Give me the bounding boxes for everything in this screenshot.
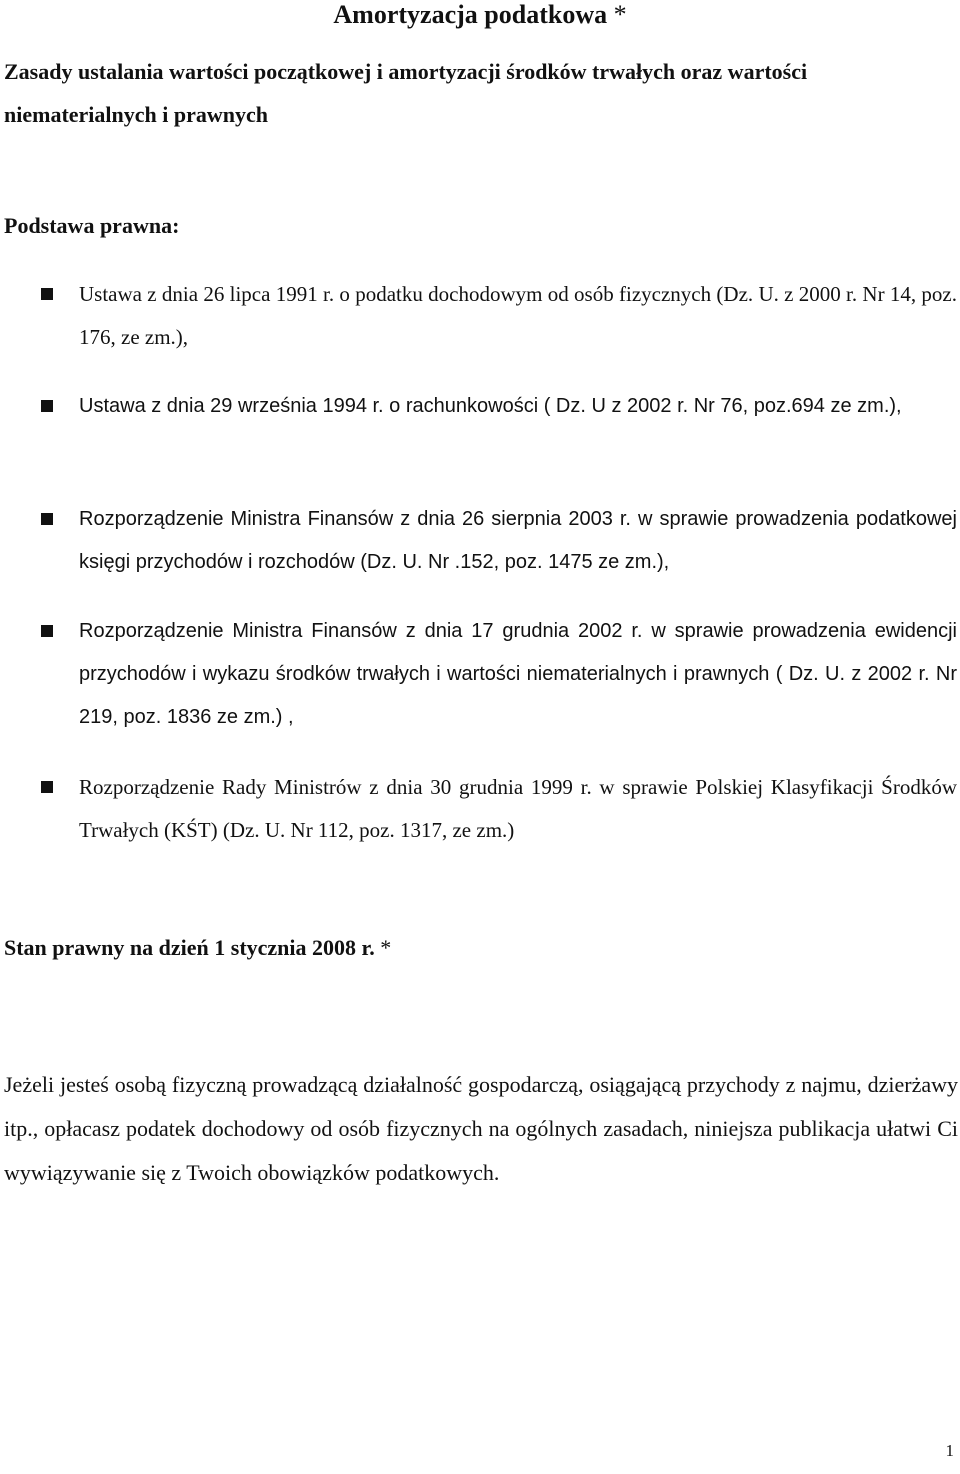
title-footnote-mark: * xyxy=(613,0,627,29)
intro-paragraph: Jeżeli jesteś osobą fizyczną prowadzącą działalność gospodarczą, osiągającą przychody z najmu, dzierżawy itp., opłacasz podatek dochodowy od osób fizycznych na ogólnych zasadach, niniejsza publikacja ułatwi Ci wywiązywanie się z Twoich obowiązków podatkowych. xyxy=(4,1072,958,1185)
square-bullet-icon xyxy=(41,513,53,525)
square-bullet-icon xyxy=(41,625,53,637)
legal-status-footnote-mark: * xyxy=(380,935,392,960)
legal-basis-text: Rozporządzenie Rady Ministrów z dnia 30 grudnia 1999 r. w sprawie Polskiej Klasyfikacji Środków Trwałych (KŚT) (Dz. U. Nr 112, poz. 1317, ze zm.) xyxy=(79,775,957,842)
page-number: 1 xyxy=(945,1441,954,1460)
legal-basis-text: Rozporządzenie Ministra Finansów z dnia 17 grudnia 2002 r. w sprawie prowadzenia ewidencji przychodów i wykazu środków trwałych i wartości niematerialnych i prawnych ( Dz. U. z 2002 r. Nr 219, poz. 1836 ze zm.) , xyxy=(79,620,957,728)
square-bullet-icon xyxy=(41,288,53,300)
legal-basis-heading: Podstawa prawna: xyxy=(4,213,180,238)
document-title xyxy=(0,0,960,30)
square-bullet-icon xyxy=(41,400,53,412)
legal-basis-text: Rozporządzenie Ministra Finansów z dnia 26 sierpnia 2003 r. w sprawie prowadzenia podatkowej księgi przychodów i rozchodów (Dz. U. Nr .152, poz. 1475 ze zm.), xyxy=(79,508,957,573)
legal-status-text: Stan prawny na dzień 1 stycznia 2008 r. xyxy=(4,935,375,960)
document-subtitle: Zasady ustalania wartości początkowej i amortyzacji środków trwałych oraz wartości niematerialnych i prawnych xyxy=(4,59,808,127)
legal-basis-text: Ustawa z dnia 29 września 1994 r. o rachunkowości ( Dz. U z 2002 r. Nr 76, poz.694 ze zm.), xyxy=(79,395,902,417)
square-bullet-icon xyxy=(41,781,53,793)
title-text: Amortyzacja podatkowa xyxy=(333,0,608,29)
legal-basis-text: Ustawa z dnia 26 lipca 1991 r. o podatku dochodowym od osób fizycznych (Dz. U. z 2000 r. Nr 14, poz. 176, ze zm.), xyxy=(79,282,957,349)
legal-status-line xyxy=(4,926,391,969)
